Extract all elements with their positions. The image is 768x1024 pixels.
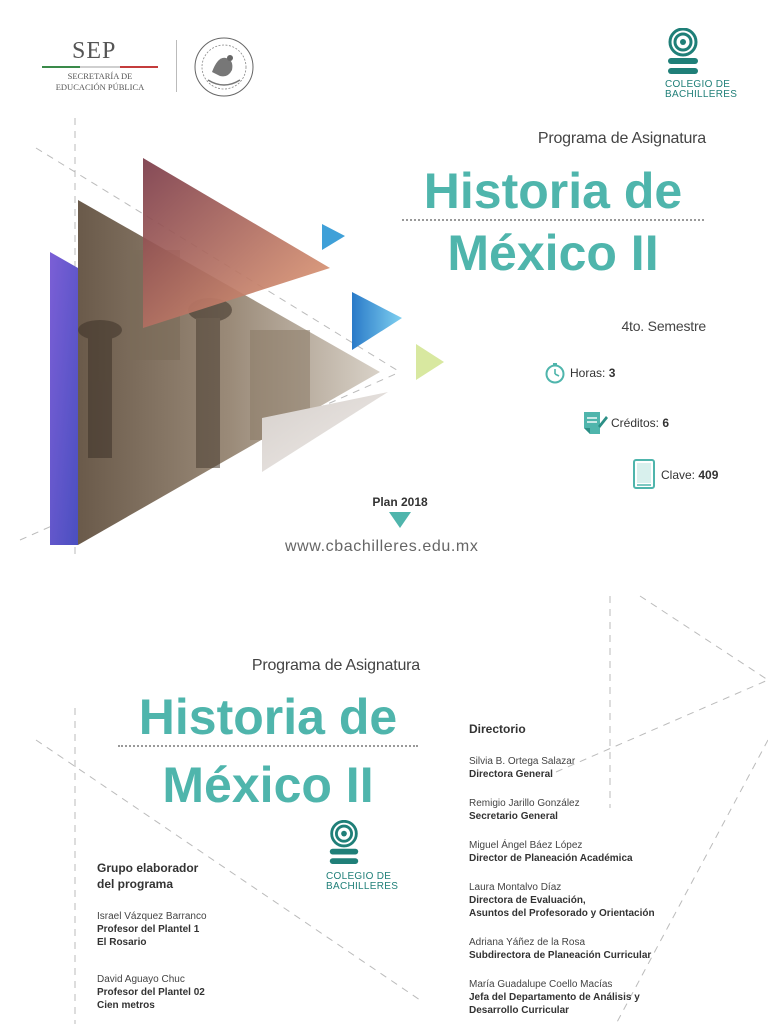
course-title-line2: México II [447,225,659,281]
person-name: David Aguayo Chuc [97,974,185,985]
sep-logo-tricolor-line [42,66,158,68]
program-label-page2: Programa de Asignatura [251,657,420,674]
course-title-page2-line2: México II [162,757,374,813]
person-role: Profesor del Plantel 1 [97,924,200,935]
title-dotted-divider [402,219,704,221]
course-title-line1: Historia de [423,163,683,219]
credits-document-icon [582,408,608,438]
person-role: Cien metros [97,1000,155,1011]
directory-entry [469,881,655,920]
person-name: Israel Vázquez Barranco [97,911,207,922]
sep-logo-subtitle: SECRETARÍA DE EDUCACIÓN PÚBLICA [55,71,145,92]
cb-logo-text: COLEGIO DE BACHILLERES [665,79,738,100]
clock-icon [544,362,566,384]
person-role: Director de Planeación Académica [469,853,633,864]
hours-field: Horas: 3 [570,366,616,380]
group-heading: Grupo elaborador del programa [97,861,199,891]
website-url: www.cbachilleres.edu.mx [285,538,479,555]
key-field: Clave: 409 [661,468,719,482]
directory-heading: Directorio [469,722,526,736]
sep-logo-text: SEP [72,38,117,64]
person-role: Profesor del Plantel 02 [97,987,205,998]
person-name: Silvia B. Ortega Salazar [469,756,576,767]
mexican-national-seal-icon [190,36,258,98]
person-role: Asuntos del Profesorado y Orientación [469,908,655,919]
semester-label: 4to. Semestre [621,318,706,334]
program-label: Programa de Asignatura [537,130,706,147]
person-name: Laura Montalvo Díaz [469,882,562,893]
directory-entry [469,839,633,865]
person-role: El Rosario [97,937,147,948]
person-role: Secretario General [469,811,558,822]
title-dotted-divider-page2 [118,745,418,747]
directory-entry [469,755,575,781]
cb-logo-text-page2: COLEGIO DE BACHILLERES [326,871,399,892]
colegio-bachilleres-logo-icon-page2 [326,820,362,870]
person-name: Remigio Jarillo González [469,798,580,809]
person-role: Desarrollo Curricular [469,1005,570,1016]
down-triangle-icon [388,511,412,529]
person-name: María Guadalupe Coello Macías [469,979,613,990]
directory-entry [469,978,640,1017]
group-entry [97,910,207,949]
logo-divider [176,40,177,92]
book-icon [632,458,656,490]
person-role: Directora de Evaluación, [469,895,586,906]
directory-entry [469,797,580,823]
credits-field: Créditos: 6 [611,416,670,430]
person-role: Subdirectora de Planeación Curricular [469,950,652,961]
course-title-page2-line1: Historia de [138,689,398,745]
plan-label: Plan 2018 [372,495,428,509]
directory-entry [469,936,651,962]
person-name: Miguel Ángel Báez López [469,840,583,851]
colegio-bachilleres-logo-icon [664,28,702,80]
person-role: Jefa del Departamento de Análisis y [469,992,640,1003]
person-role: Directora General [469,769,553,780]
person-name: Adriana Yáñez de la Rosa [469,937,586,948]
group-entry [97,973,205,1012]
